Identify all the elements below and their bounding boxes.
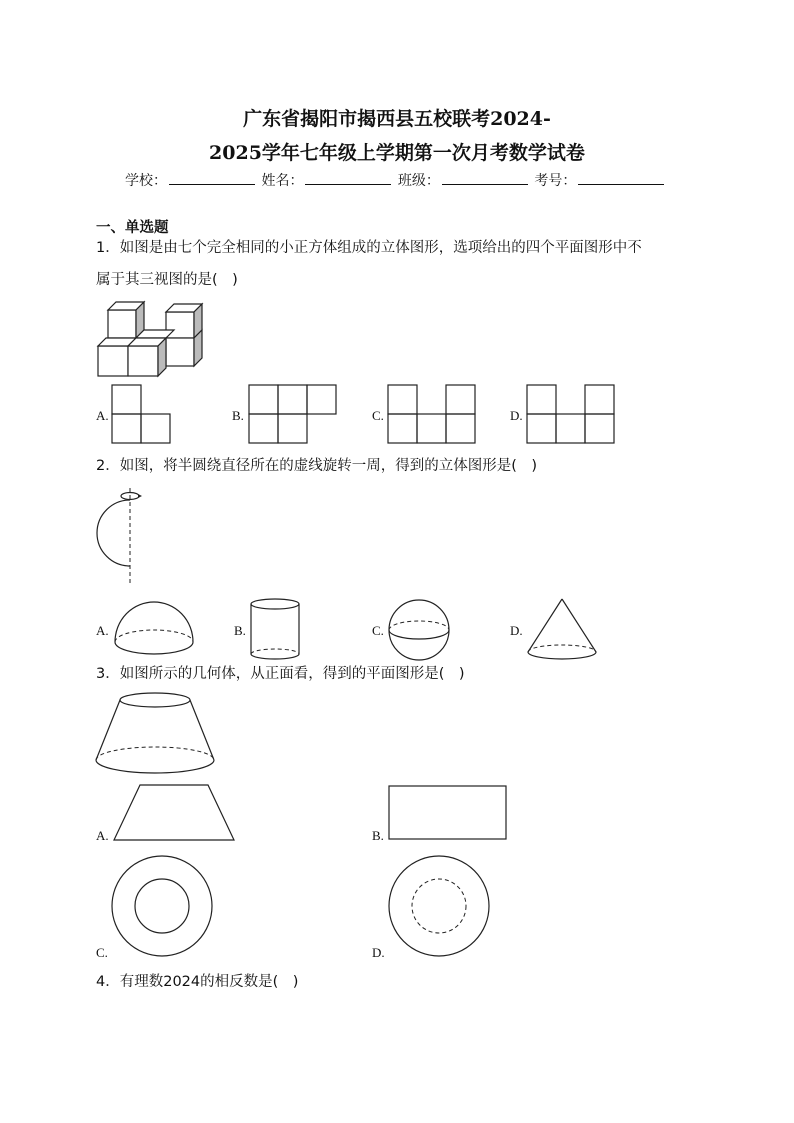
q1-option-b[interactable]: B. [232,408,244,423]
class-blank[interactable] [442,172,528,185]
name-label: 姓名： [261,173,304,189]
exam-title-line1: 广东省揭阳市揭西县五校联考2024- [243,108,551,130]
q1-option-c-figure [388,385,476,443]
q2-option-a-hemisphere [112,600,196,660]
school-label: 学校： [125,173,167,189]
q3-option-c[interactable]: C. [96,945,108,960]
q2-option-a[interactable]: A. [96,623,109,638]
class-label: 班级： [397,173,440,189]
school-blank[interactable] [169,172,255,185]
q1-option-b-figure [249,385,337,443]
q1-option-d-figure [527,385,615,443]
q2-option-b-cylinder [250,598,302,662]
exam-no-blank[interactable] [578,172,664,185]
q4-text: 4．有理数2024的相反数是( ) [96,974,299,990]
q2-option-c[interactable]: C. [372,623,384,638]
q1-option-d[interactable]: D. [510,408,523,423]
q3-option-a[interactable]: A. [96,828,109,843]
q2-option-b[interactable]: B. [234,623,246,638]
q2-semicircle-figure [96,486,146,588]
q3-option-b-rectangle [388,785,508,841]
q2-text: 2．如图，将半圆绕直径所在的虚线旋转一周，得到的立体图形是( ) [96,458,538,474]
q1-cube-figure [96,300,216,378]
exam-title-line2: 2025学年七年级上学期第一次月考数学试卷 [209,142,585,164]
q3-option-c-rings [111,855,215,959]
q3-text: 3．如图所示的几何体，从正面看，得到的平面图形是( ) [96,666,465,682]
q1-line2: 属于其三视图的是( ) [96,272,238,288]
q1-option-a[interactable]: A. [96,408,109,423]
q3-option-d-rings [388,855,492,959]
q2-option-d[interactable]: D. [510,623,523,638]
q2-option-d-cone [526,598,598,662]
q1-option-a-figure [112,385,172,443]
student-info-line [125,170,666,190]
q1-option-c[interactable]: C. [372,408,384,423]
q3-option-d[interactable]: D. [372,945,385,960]
q3-option-a-trapezoid [112,783,236,843]
q1-line1: 1．如图是由七个完全相同的小正方体组成的立体图形，选项给出的四个平面图形中不 [96,240,642,256]
q3-option-b[interactable]: B. [372,828,384,843]
q2-option-c-sphere [388,600,452,662]
name-blank[interactable] [305,172,391,185]
q3-frustum-figure [95,692,217,776]
exam-no-label: 考号： [534,173,577,189]
section-heading: 一、单选题 [96,220,169,236]
